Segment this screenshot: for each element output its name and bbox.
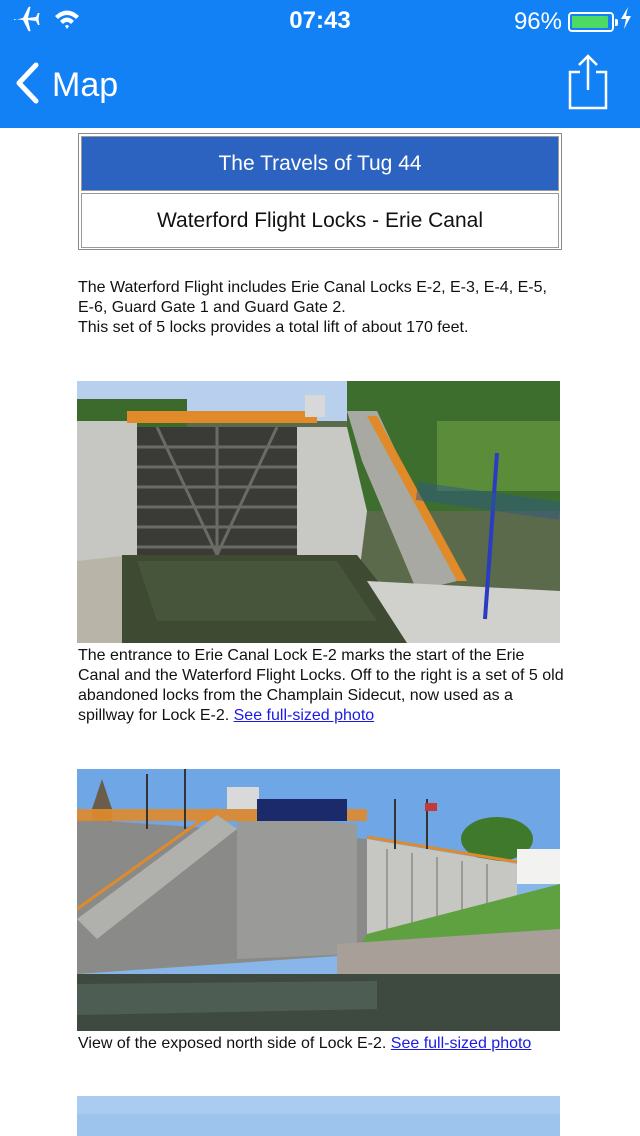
battery-fill (572, 16, 608, 28)
photo-2-caption-text: View of the exposed north side of Lock E-2. (78, 1035, 387, 1052)
page-title: The Travels of Tug 44 (81, 136, 559, 191)
photo-2-caption (78, 1034, 566, 1054)
photo-lock-e2-north-side[interactable] (77, 769, 560, 1031)
charging-icon (620, 7, 632, 36)
intro-text (78, 278, 566, 338)
photo-2-full-size-link[interactable]: See full-sized photo (390, 1035, 532, 1052)
page-subtitle: Waterford Flight Locks - Erie Canal (81, 193, 559, 248)
share-icon (566, 52, 610, 112)
share-button[interactable] (566, 52, 610, 112)
photo-lock-e2-entrance[interactable] (77, 381, 560, 643)
battery-icon (568, 12, 614, 32)
photo-1-caption (78, 646, 566, 726)
intro-line-1: The Waterford Flight includes Erie Canal Locks E-2, E-3, E-4, E-5, E-6, Guard Gate 1 and Guard Gate 2. (78, 279, 547, 316)
status-time: 07:43 (289, 7, 351, 34)
photo-3-partial[interactable] (77, 1096, 560, 1136)
nav-bar (0, 40, 640, 128)
chevron-left-icon (14, 62, 40, 109)
back-button[interactable] (14, 60, 118, 110)
status-right (514, 7, 632, 36)
status-bar (0, 0, 640, 40)
title-table (78, 133, 562, 250)
photo-1-caption-text: The entrance to Erie Canal Lock E-2 marks the start of the Erie Canal and the Waterford Flight Locks. Off to the right is a set of 5 old abandoned locks from the Champlain Sidecut, now used as a spillway for Lock E-2. (78, 647, 564, 724)
intro-line-2: This set of 5 locks provides a total lift of about 170 feet. (78, 319, 469, 336)
battery-percent: 96% (513, 7, 562, 35)
content-area[interactable] (0, 128, 640, 1136)
photo-1-full-size-link[interactable]: See full-sized photo (233, 707, 375, 724)
back-label: Map (52, 65, 119, 104)
